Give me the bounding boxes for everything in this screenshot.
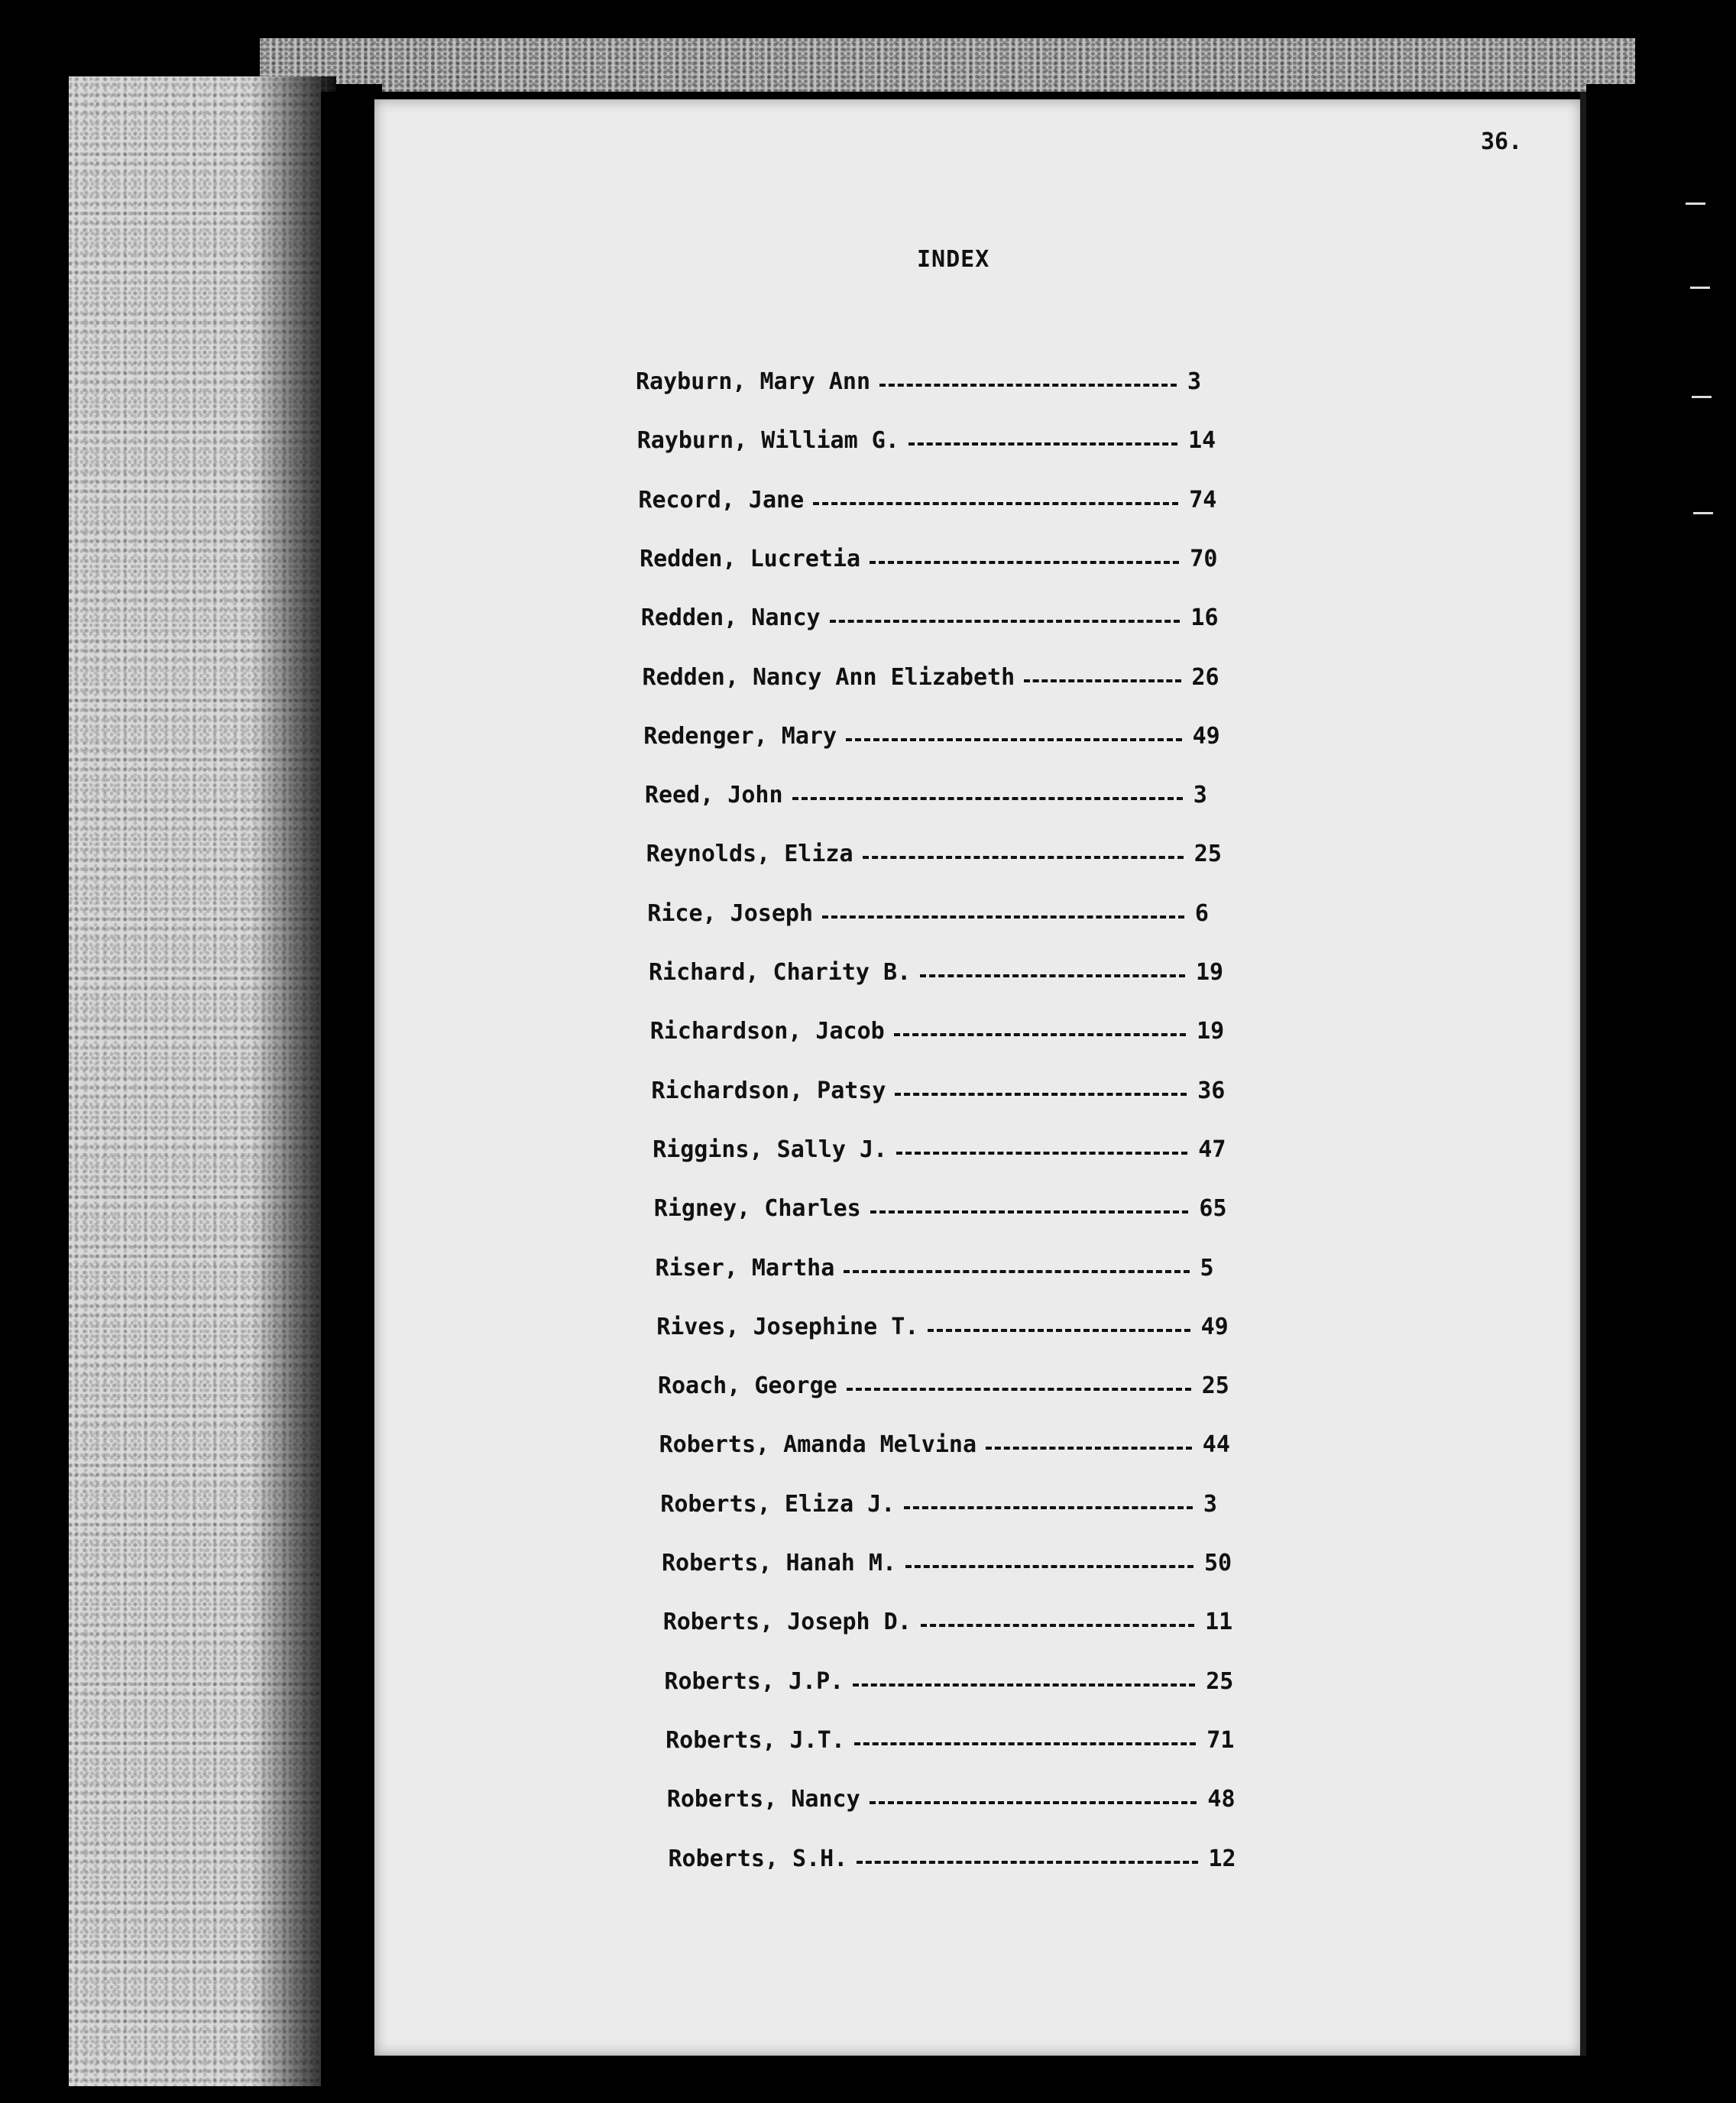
dotted-leader	[822, 915, 1184, 919]
entry-page-number: 19	[1196, 959, 1224, 986]
dotted-leader	[905, 1565, 1194, 1568]
dotted-leader	[854, 1742, 1196, 1745]
dotted-leader	[846, 738, 1182, 741]
entry-page-number: 47	[1198, 1136, 1226, 1163]
dotted-leader	[908, 442, 1177, 446]
dotted-leader	[894, 1033, 1186, 1036]
index-entry	[659, 1430, 1236, 1460]
entry-name: Riser, Martha	[655, 1254, 835, 1282]
index-entry	[638, 485, 1223, 516]
dotted-leader	[928, 1329, 1190, 1332]
dotted-leader	[813, 502, 1178, 505]
dotted-leader	[870, 1801, 1197, 1804]
entry-page-number: 3	[1187, 368, 1202, 395]
entry-name: Redden, Nancy	[640, 604, 821, 632]
entry-page-number: 49	[1200, 1313, 1229, 1340]
entry-page-number: 26	[1191, 663, 1219, 691]
dotted-leader	[857, 1861, 1197, 1864]
index-entry	[662, 1548, 1238, 1579]
index-entry	[643, 721, 1226, 752]
index-entry	[660, 1489, 1237, 1520]
entry-page-number: 5	[1200, 1254, 1214, 1282]
dotted-leader	[792, 797, 1183, 800]
dotted-leader	[870, 561, 1179, 564]
dotted-leader	[921, 1624, 1194, 1627]
index-entry	[645, 780, 1227, 811]
index-entry	[656, 1312, 1234, 1343]
index-entry	[643, 663, 1226, 693]
entry-name: Reed, John	[644, 782, 783, 809]
entry-name: Richardson, Jacob	[649, 1018, 885, 1045]
index-entry	[656, 1253, 1234, 1284]
entry-name: Redenger, Mary	[643, 722, 837, 750]
page-number: 36.	[1481, 128, 1523, 155]
entry-name: Roberts, J.P.	[664, 1667, 844, 1695]
dotted-leader	[986, 1447, 1192, 1450]
entry-page-number: 12	[1208, 1845, 1236, 1872]
entry-name: Redden, Nancy Ann Elizabeth	[642, 663, 1015, 691]
entry-name: Roberts, Joseph D.	[662, 1609, 912, 1636]
dotted-leader	[847, 1388, 1191, 1391]
entry-name: Riggins, Sally J.	[653, 1136, 888, 1163]
entry-page-number: 65	[1199, 1195, 1227, 1223]
entry-page-number: 74	[1189, 486, 1217, 514]
entry-name: Roach, George	[657, 1372, 837, 1400]
entry-page-number: 71	[1206, 1726, 1235, 1754]
index-entry	[636, 367, 1221, 397]
entry-name: Rayburn, William G.	[636, 427, 899, 455]
entry-name: Roberts, Amanda Melvina	[659, 1431, 977, 1459]
dotted-leader	[895, 1093, 1187, 1096]
entry-page-number: 48	[1207, 1786, 1236, 1813]
entry-page-number: 16	[1190, 604, 1219, 632]
entry-page-number: 50	[1204, 1550, 1232, 1576]
entry-name: Roberts, S.H.	[668, 1845, 848, 1872]
entry-name: Reynolds, Eliza	[646, 841, 853, 868]
entry-name: Redden, Lucretia	[640, 545, 861, 572]
entry-page-number: 11	[1205, 1609, 1233, 1636]
entry-name: Roberts, Eliza J.	[660, 1490, 896, 1518]
dotted-leader	[904, 1506, 1193, 1509]
entry-name: Record, Jane	[638, 486, 805, 514]
entry-name: Rice, Joseph	[647, 899, 814, 927]
entry-name: Rayburn, Mary Ann	[636, 368, 871, 395]
index-entry	[637, 426, 1222, 456]
dotted-leader	[896, 1152, 1187, 1155]
entry-page-number: 44	[1202, 1431, 1230, 1459]
entry-name: Richard, Charity B.	[649, 959, 912, 986]
entry-name: Roberts, J.T.	[666, 1726, 845, 1754]
index-entry	[646, 839, 1228, 870]
entry-name: Roberts, Nancy	[666, 1786, 860, 1813]
entry-page-number: 25	[1194, 841, 1222, 868]
dotted-leader	[920, 974, 1185, 977]
entry-page-number: 36	[1197, 1077, 1226, 1104]
index-entry	[650, 1016, 1230, 1047]
index-entry	[664, 1667, 1239, 1697]
dotted-leader	[879, 384, 1177, 387]
index-entry	[651, 1076, 1231, 1107]
entry-name: Rigney, Charles	[653, 1195, 861, 1223]
index-entry	[640, 544, 1223, 575]
entry-name: Rives, Josephine T.	[656, 1313, 919, 1340]
index-entry	[658, 1371, 1236, 1401]
entry-page-number: 3	[1193, 782, 1207, 809]
entry-page-number: 3	[1203, 1490, 1217, 1518]
entry-page-number: 25	[1206, 1667, 1234, 1695]
index-entry	[649, 958, 1229, 988]
index-entry	[669, 1844, 1242, 1875]
index-entry	[654, 1194, 1233, 1224]
index-entry	[641, 603, 1225, 633]
entry-page-number: 19	[1197, 1018, 1225, 1045]
entry-name: Richardson, Patsy	[651, 1077, 886, 1104]
dotted-leader	[853, 1683, 1195, 1687]
dotted-leader	[830, 620, 1181, 623]
dotted-leader	[1024, 679, 1181, 682]
dotted-leader	[870, 1210, 1189, 1214]
entry-page-number: 49	[1192, 722, 1220, 750]
entry-page-number: 25	[1201, 1372, 1229, 1400]
index-entry	[647, 899, 1229, 929]
entry-page-number: 6	[1194, 899, 1209, 927]
entry-name: Roberts, Hanah M.	[662, 1550, 897, 1576]
index-entry	[653, 1135, 1232, 1165]
entry-page-number: 14	[1188, 427, 1216, 455]
entry-page-number: 70	[1190, 545, 1218, 572]
dotted-leader	[863, 856, 1184, 859]
page-title: INDEX	[917, 246, 990, 273]
index-entry	[666, 1725, 1240, 1756]
index-entry	[663, 1607, 1239, 1638]
dotted-leader	[844, 1270, 1189, 1273]
index-entry	[667, 1784, 1242, 1815]
